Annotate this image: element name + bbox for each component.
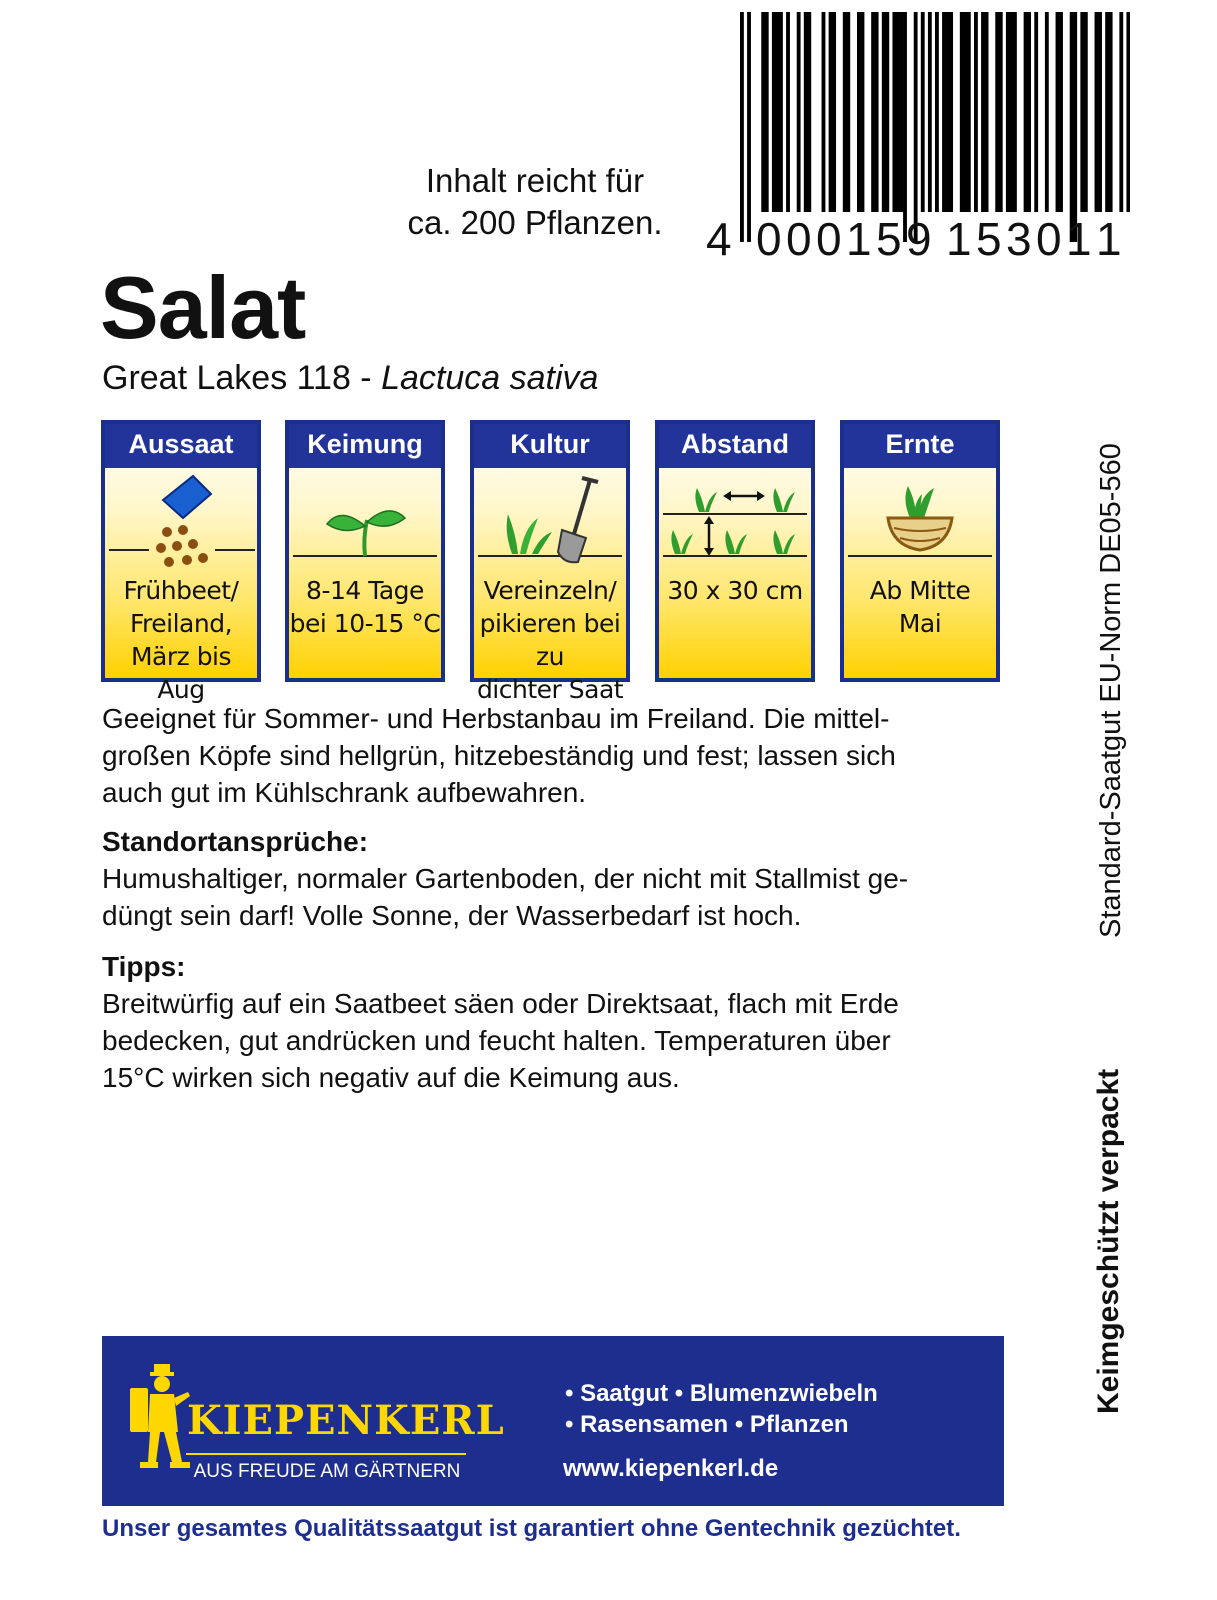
card-text [289,574,441,640]
barcode-bar [1084,12,1088,212]
barcode-bar [822,12,826,212]
barcode-bar [921,12,925,212]
logo-divider [186,1453,466,1455]
card-text [474,574,626,706]
card-label: Ernte [844,424,996,468]
barcode-digit: 1 [846,213,874,265]
barcode-bar [896,12,900,212]
barcode-digit: 1 [1066,213,1094,265]
tips-line: 15°C wirken sich negativ auf die Keimung aus. [102,1062,680,1093]
barcode-bar [1109,12,1113,212]
barcode-bar [1095,12,1099,212]
barcode-bar [786,12,790,212]
barcode-bar [1080,12,1084,212]
sealed-label: Keimgeschützt verpackt [1092,1068,1125,1414]
barcode-bar [935,12,939,212]
card-text-line: pikieren bei zu [479,609,621,671]
barcode-bar [747,12,751,242]
sprout-icon [289,472,441,568]
barcode-bar [1013,12,1017,212]
barcode-digit: 4 [706,213,734,265]
card-label: Abstand [659,424,811,468]
brand-logo: KIEPENKERL [187,1397,505,1444]
card-label: Keimung [289,424,441,468]
card-text-line: 30 x 30 cm [667,576,803,605]
variety-name: Great Lakes 118 - [102,359,382,397]
barcode-bar [885,12,889,212]
barcode-digit: 0 [1036,213,1064,265]
description [102,700,1002,811]
barcode-bar [861,12,865,212]
barcode-digit: 5 [976,213,1004,265]
coverage-line-2: ca. 200 Pflanzen. [407,204,663,241]
barcode-bar [967,12,971,212]
product-title: Salat [100,258,306,357]
barcode-bar [1126,12,1130,212]
card-text-line: Mai [898,609,942,638]
barcode-digit: 0 [816,213,844,265]
barcode-bar [999,12,1003,212]
barcode-bar [857,12,861,212]
barcode-digit: 9 [906,213,934,265]
barcode-bar [772,12,776,212]
tips-heading: Tipps: [102,951,186,982]
barcode-bar [1059,12,1063,212]
barcode-bar [807,12,811,212]
card-text [105,574,257,706]
barcode-bar [882,12,886,212]
product-range-line-1: • Saatgut • Blumenzwiebeln [565,1380,878,1407]
barcode-bar [903,12,907,242]
card-text-line: März bis Aug [130,642,232,704]
tips-line: bedecken, gut andrücken und feucht halten. Temperaturen über [102,1025,891,1056]
barcode-bar [765,12,769,212]
barcode-bar [1098,12,1102,212]
barcode-bar [974,12,978,212]
barcode-bar [995,12,999,212]
barcode-bar [1024,12,1028,212]
barcode-bar [740,12,744,242]
coverage-note [380,160,690,244]
card-text-line: Freiland, [129,609,233,638]
barcode-digit: 0 [756,213,784,265]
barcode-bar [1119,12,1123,212]
barcode-bar [846,12,850,212]
card-text-line: dichter Saat [476,675,624,704]
barcode-bar [942,12,946,212]
card-text [844,574,996,640]
barcode-bar [1070,12,1074,242]
card-ernte [840,420,1000,682]
barcode-bar [843,12,847,212]
barcode-bar [875,12,879,212]
coverage-line-1: Inhalt reicht für [425,162,645,199]
location-line: düngt sein darf! Volle Sonne, der Wasserbedarf ist hoch. [102,900,802,931]
location-line: Humushaltiger, normaler Gartenboden, der nicht mit Stallmist ge- [102,863,909,894]
barcode [740,12,1130,242]
card-text-line: bei 10-15 °C [289,609,441,638]
barcode-bar [1056,12,1060,212]
brand-slogan: AUS FREUDE AM GÄRTNERN [193,1461,461,1482]
barcode-digit: 3 [1006,213,1034,265]
barcode-bar [797,12,801,212]
card-kultur [470,420,630,704]
barcode-bar [779,12,783,212]
barcode-bar [1105,12,1109,212]
barcode-bar [1006,12,1010,212]
description-line: großen Köpfe sind hellgrün, hitzebeständig und fest; lassen sich [102,740,896,771]
barcode-bar [804,12,808,212]
barcode-bar [960,12,964,212]
barcode-digit: 5 [876,213,904,265]
barcode-bar [981,12,985,212]
description-line: auch gut im Kühlschrank aufbewahren. [102,777,587,808]
barcode-bar [1073,12,1077,242]
card-text-line: Ab Mitte [869,576,971,605]
barcode-bar [928,12,932,212]
eu-norm-label: Standard-Saatgut EU-Norm DE05-560 [1095,443,1127,938]
barcode-digit: 0 [786,213,814,265]
barcode-bar [775,12,779,212]
barcode-bar [761,12,765,212]
barcode-bar [892,12,896,212]
barcode-bar [1045,12,1049,212]
tips-text [102,985,1002,1096]
harvest-basket-icon [844,472,996,568]
barcode-bar [949,12,953,212]
barcode-bar [871,12,875,212]
card-aussaat [101,420,261,704]
barcode-number [706,214,1136,264]
barcode-digit: 1 [1096,213,1124,265]
barcode-bar [985,12,989,212]
barcode-bar [829,12,833,212]
seed-packet-icon [105,472,257,568]
barcode-bar [963,12,967,212]
location-heading: Standortansprüche: [102,826,369,857]
card-label: Aussaat [105,424,257,468]
tips-line: Breitwürfig auf ein Saatbeet säen oder Direktsaat, flach mit Erde [102,988,899,1019]
card-label: Kultur [474,424,626,468]
location-text [102,860,1002,934]
product-range-line-2: • Rasensamen • Pflanzen [565,1411,849,1438]
barcode-digit: 1 [946,213,974,265]
card-text-line: Vereinzeln/ [483,576,617,605]
product-subtitle [102,358,598,398]
card-text-line: Frühbeet/ [123,576,239,605]
barcode-bar [1009,12,1013,212]
description-line: Geeignet für Sommer- und Herbstanbau im Freiland. Die mittel- [102,703,890,734]
barcode-bar [1027,12,1031,212]
barcode-bar [1034,12,1038,212]
card-text [659,574,811,607]
barcode-bar [946,12,950,212]
card-keimung [285,420,445,682]
latin-name: Lactuca sativa [381,359,599,397]
barcode-bar [914,12,918,242]
barcode-bar [832,12,836,212]
spade-plants-icon [474,472,626,568]
plant-spacing-icon [659,472,811,568]
card-text-line: 8-14 Tage [306,576,424,605]
card-abstand [655,420,815,682]
website-link[interactable]: www.kiepenkerl.de [563,1455,779,1482]
barcode-bar [900,12,904,212]
gmo-free-note: Unser gesamtes Qualitätssaatgut ist garantiert ohne Gentechnik gezüchtet. [102,1515,961,1542]
